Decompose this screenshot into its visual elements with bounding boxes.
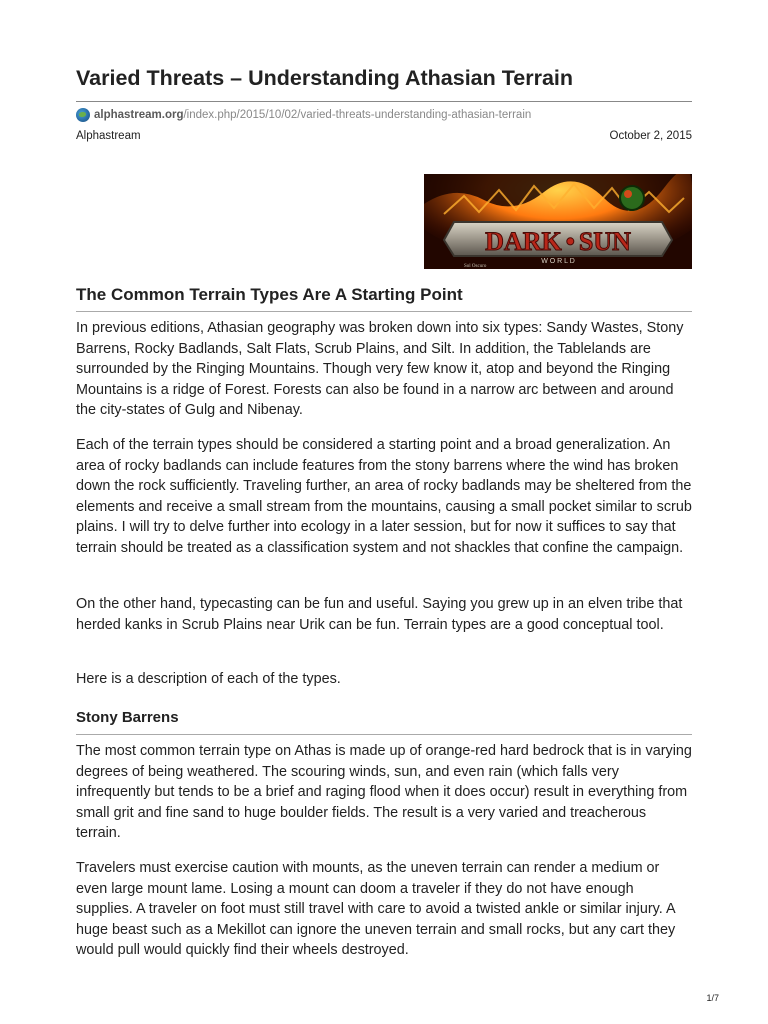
paragraph: On the other hand, typecasting can be fun and useful. Saying you grew up in an elven tribe that herded kanks in Scrub Plains near Urik can be fun. Terrain types are a good conceptual tool. bbox=[76, 596, 683, 633]
url-domain[interactable]: alphastream.org bbox=[94, 109, 184, 121]
paragraph: Each of the terrain types should be considered a starting point and a broad generalization. An area of rocky badlands can include features from the stony barrens where the wind has broken down the rock sufficiently. Traveling further, an area of rocky badlands may be sheltered from the elements and receive a small stream from the mountains, causing a small pocket similar to scrub plains. I will try to delve further into ecology in a later session, but for now it suffices to say that terrain should be treated as a classification system and not shackles that confine the campaign. bbox=[76, 437, 692, 556]
paragraph: Here is a description of each of the types. bbox=[76, 671, 341, 687]
article-author: Alphastream bbox=[76, 130, 141, 142]
article-meta bbox=[76, 130, 692, 142]
section-divider bbox=[76, 311, 692, 312]
paragraph: In previous editions, Athasian geography was broken down into six types: Sandy Wastes, Stony Barrens, Rocky Badlands, Salt Flats, Scrub Plains, and Silt. In addition, the Tablelands are surrounded by the Ringing Mountains. Though very few know it, atop and beyond the Ringing Mountains is a ridge of Forest. Forests can also be found in a narrow arc between and around the city-states of Gulg and Nibenay. bbox=[76, 320, 684, 418]
article-title: Varied Threats – Understanding Athasian Terrain bbox=[76, 66, 574, 90]
site-favicon-icon bbox=[76, 108, 90, 122]
source-url[interactable] bbox=[76, 106, 531, 124]
section-heading-stony-barrens: Stony Barrens bbox=[76, 709, 179, 726]
article-date: October 2, 2015 bbox=[609, 130, 692, 142]
paragraph: Travelers must exercise caution with mounts, as the uneven terrain can render a medium or even large mount lame. Losing a mount can doom a traveler if they do not have enough supplies. A traveler on foot must still travel with care to avoid a twisted ankle or similar injury. A huge beast such as a Mekillot can ignore the uneven terrain and small rocks, but any cart they would pull would quickly find their wheels destroyed. bbox=[76, 860, 676, 958]
url-path[interactable]: /index.php/2015/10/02/varied-threats-understanding-athasian-terrain bbox=[183, 109, 532, 121]
section-divider bbox=[76, 734, 692, 735]
page-number: 1/7 bbox=[706, 993, 719, 1003]
banner-caption: Sol Oscuro bbox=[464, 264, 487, 269]
banner-subtitle: W O R L D bbox=[541, 258, 575, 265]
dark-sun-banner-image bbox=[424, 174, 692, 269]
section-heading-terrain-types: The Common Terrain Types Are A Starting Point bbox=[76, 285, 463, 304]
banner-logo-text: DARK • SUN bbox=[485, 227, 631, 256]
paragraph: The most common terrain type on Athas is made up of orange-red hard bedrock that is in varying degrees of being weathered. The scouring winds, sun, and even rain (which falls very infrequently but tends to be a brief and raging flood when it does occur) result in everything from small grit and fine sand to huge boulder fields. The result is a very varied and treacherous terrain. bbox=[76, 743, 692, 841]
title-divider bbox=[76, 101, 692, 102]
